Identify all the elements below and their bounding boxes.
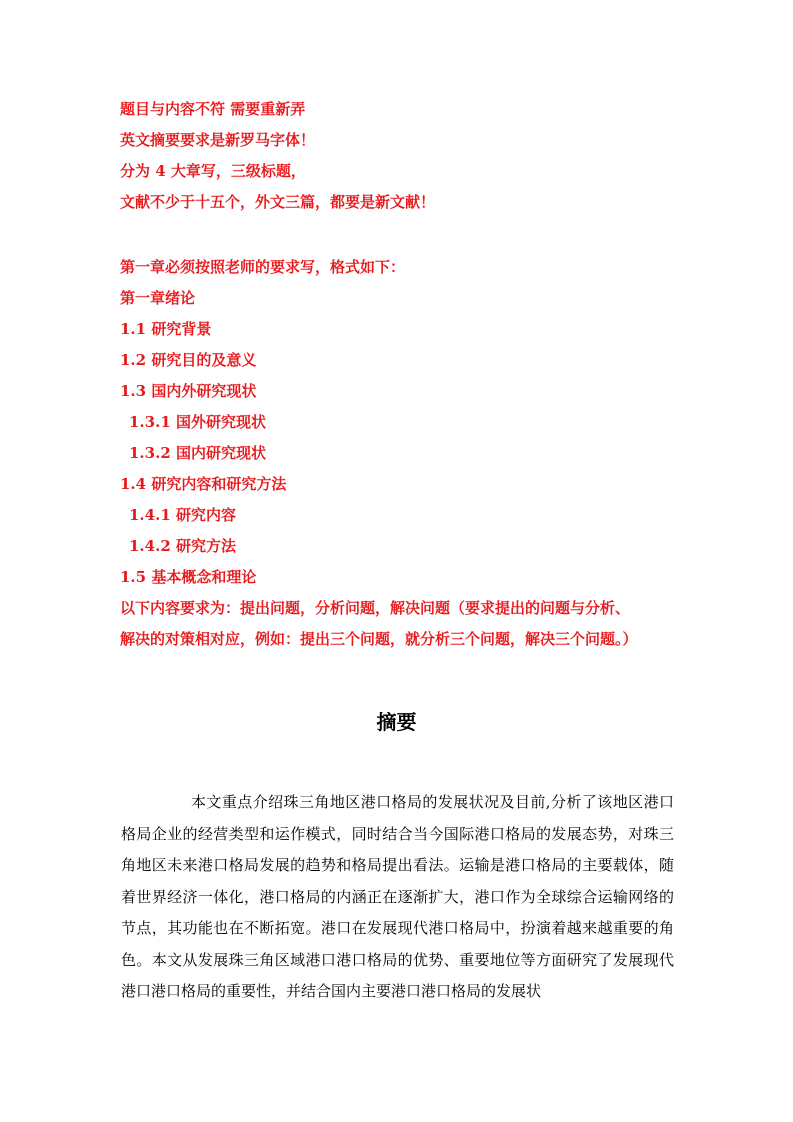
outline-section-1-3-1: 1.3.1 国外研究现状	[129, 413, 266, 431]
outline-section-1-3: 1.3 国内外研究现状	[120, 382, 257, 400]
requirement-line-2: 解决的对策相对应，例如：提出三个问题，就分析三个问题，解决三个问题。）	[120, 630, 638, 648]
outline-section-1-4-2: 1.4.2 研究方法	[129, 537, 236, 555]
instruction-topic-mismatch: 题目与内容不符 需要重新弄	[120, 100, 306, 118]
instruction-references: 文献不少于十五个，外文三篇，都要是新文献！	[120, 193, 436, 211]
format-intro: 第一章必须按照老师的要求写，格式如下：	[120, 258, 406, 276]
abstract-title: 摘要	[376, 710, 417, 734]
spacer	[120, 218, 680, 252]
outline-section-1-5: 1.5 基本概念和理论	[120, 568, 257, 586]
outline-section-1-1: 1.1 研究背景	[120, 320, 212, 338]
outline-section-1-4-1: 1.4.1 研究内容	[129, 506, 236, 524]
outline-chapter-title: 第一章绪论	[120, 289, 196, 307]
outline-section-1-4: 1.4 研究内容和研究方法	[120, 475, 287, 493]
outline-section-1-3-2: 1.3.2 国内研究现状	[129, 444, 266, 462]
instruction-chapters: 分为 4 大章写，三级标题，	[120, 162, 306, 180]
instruction-english-font: 英文摘要要求是新罗马字体！	[120, 131, 316, 149]
abstract-body: 本文重点介绍珠三角地区港口格局的发展状况及目前,分析了该地区港口格局企业的经营类型和运作模式，同时结合当今国际港口格局的发展态势，对珠三角地区未来港口格局发展的趋势和格局提出看法。运输是港口格局的主要载体，随着世界经济一体化，港口格局的内涵正在逐渐扩大，港口作为全球综合运输网络的节点，其功能也在不断拓宽。港口在发展现代港口格局中，扮演着越来越重要的角色。本文从发展珠三角区域港口港口格局的优势、重要地位等方面研究了发展现代港口港口格局的重要性，并结合国内主要港口港口格局的发展状	[121, 793, 674, 1000]
requirement-line-1: 以下内容要求为：提出问题，分析问题，解决问题（要求提出的问题与分析、	[120, 599, 631, 617]
teacher-notes	[120, 94, 680, 655]
outline-section-1-2: 1.2 研究目的及意义	[120, 351, 257, 369]
